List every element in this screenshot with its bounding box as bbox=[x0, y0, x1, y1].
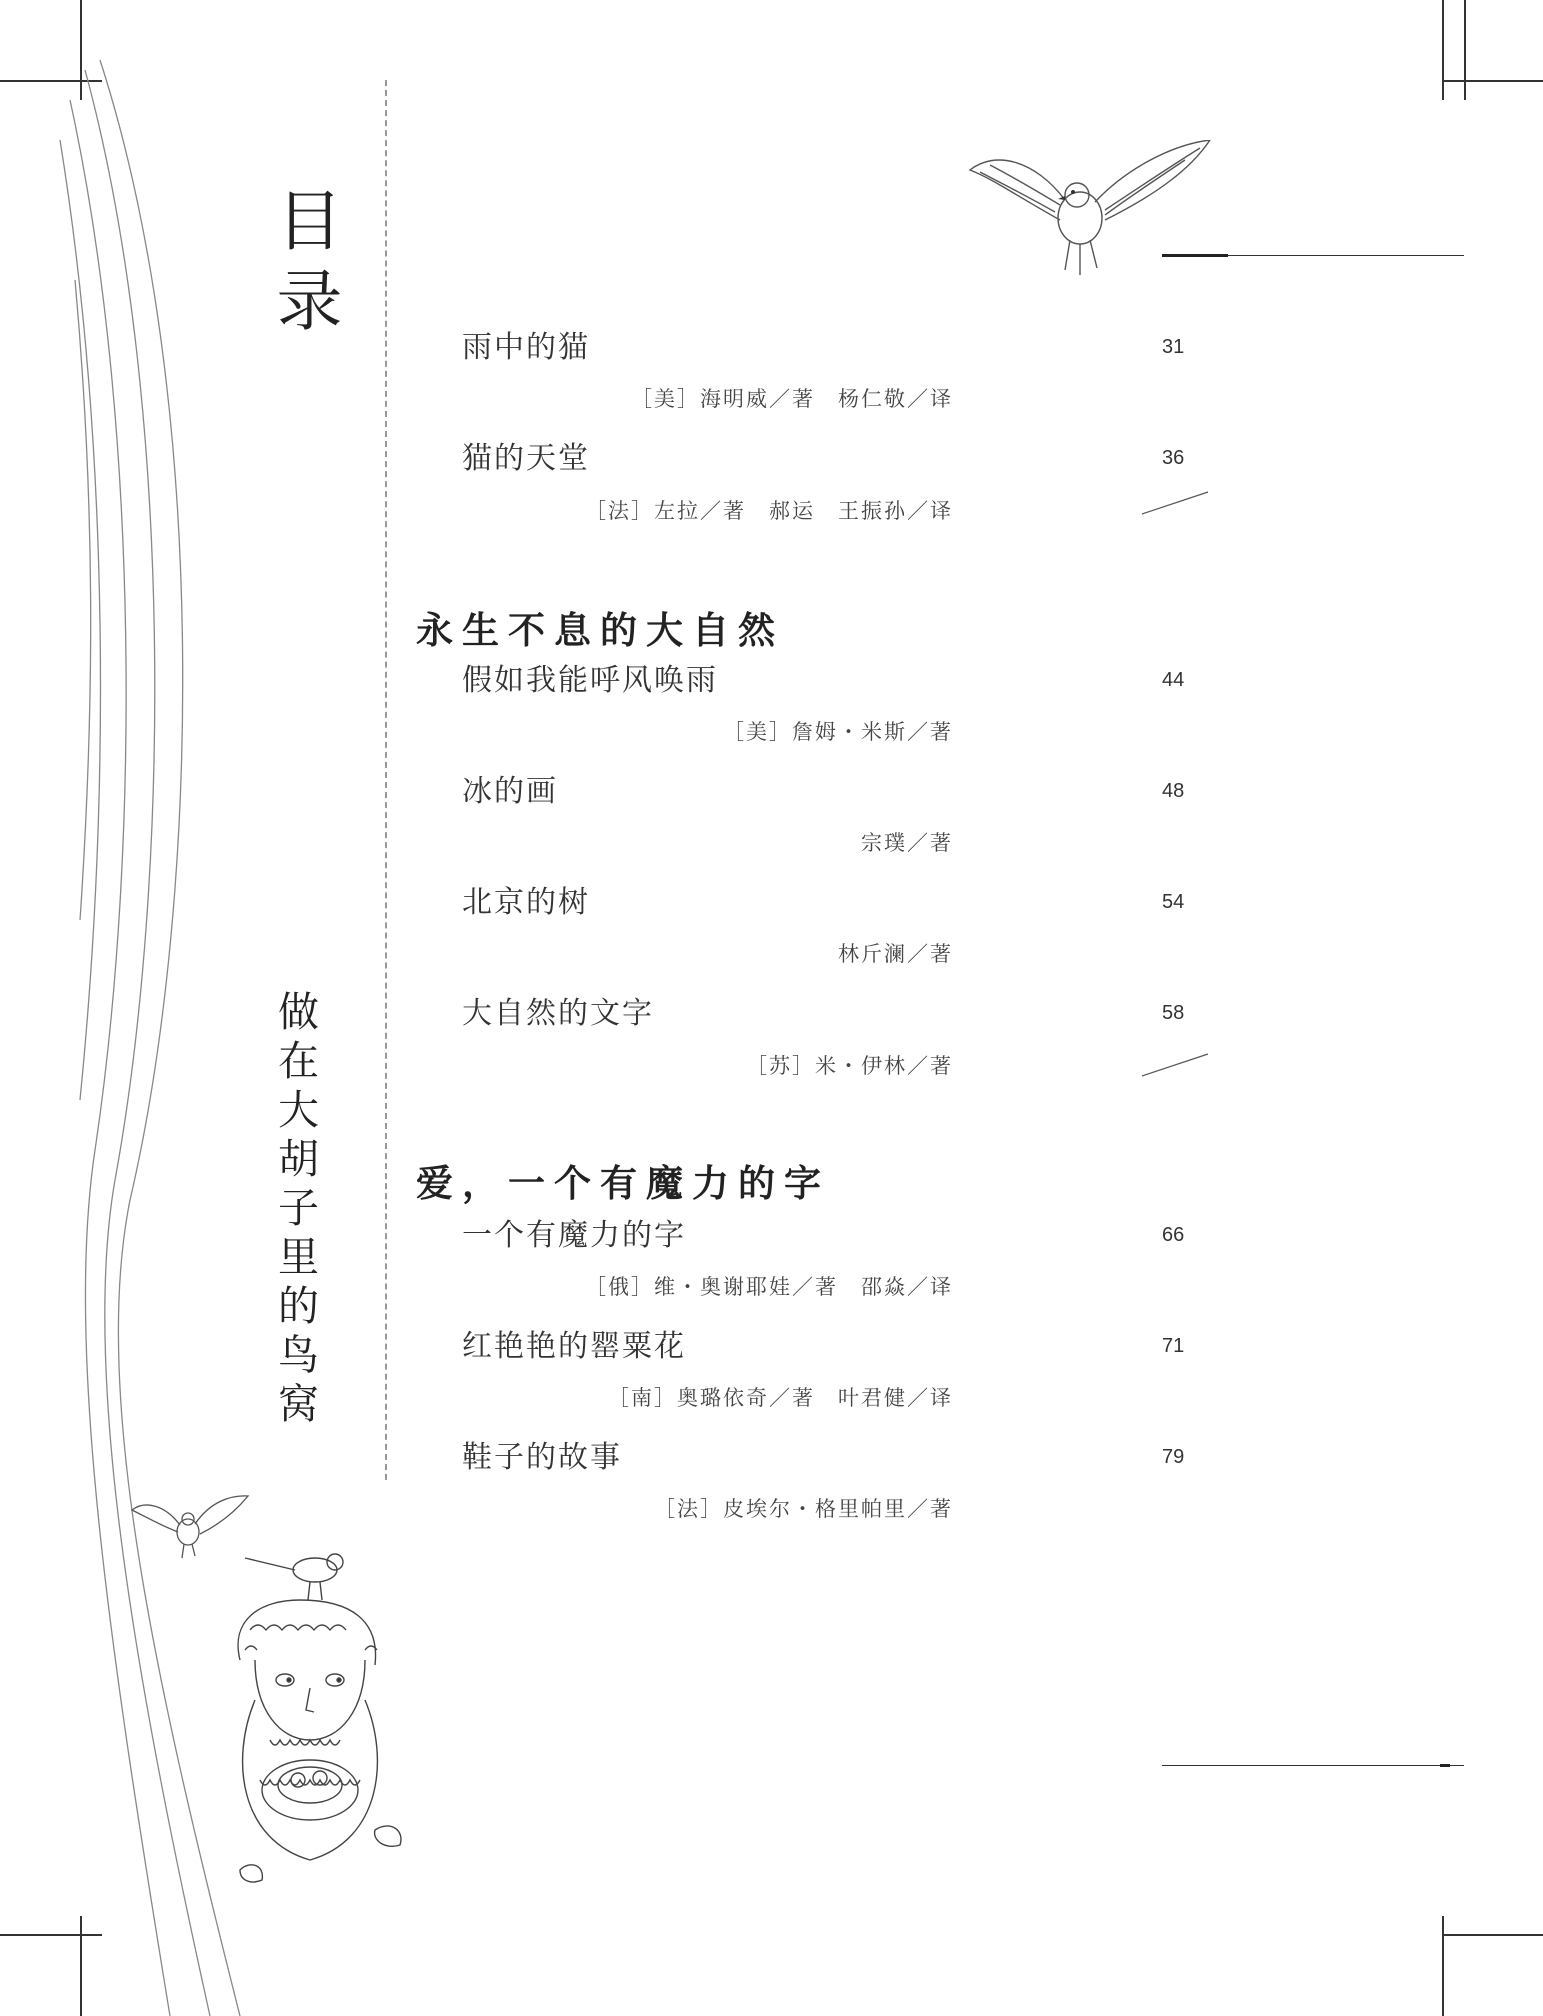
slash-divider-1 bbox=[1140, 488, 1210, 518]
toc-entry-author: 林斤澜／著 bbox=[838, 942, 953, 966]
toc-entry-page[interactable]: 31 bbox=[1162, 336, 1185, 358]
toc-entry-title[interactable]: 猫的天堂 bbox=[462, 441, 590, 476]
section-heading: 爱，一个有魔力的字 bbox=[416, 1161, 830, 1205]
toc-entry-page[interactable]: 48 bbox=[1162, 780, 1185, 802]
slash-divider-2 bbox=[1140, 1050, 1210, 1080]
toc-entry-title[interactable]: 北京的树 bbox=[462, 885, 590, 920]
toc-entry-title[interactable]: 一个有魔力的字 bbox=[462, 1218, 686, 1253]
toc-entry-page[interactable]: 71 bbox=[1162, 1335, 1185, 1357]
toc-entry-page[interactable]: 36 bbox=[1162, 447, 1185, 469]
toc-entry-title[interactable]: 雨中的猫 bbox=[462, 330, 590, 365]
bottom-right-rule-tick bbox=[1440, 1764, 1450, 1767]
toc-entry-author: ［南］奥璐依奇／著 叶君健／译 bbox=[608, 1386, 953, 1410]
crop-mark-bottom-right-v bbox=[1442, 1916, 1444, 2016]
toc-entry-page[interactable]: 44 bbox=[1162, 669, 1185, 691]
bottom-right-rule bbox=[1162, 1765, 1464, 1766]
crop-mark-top-right-v bbox=[1442, 0, 1444, 100]
toc-entry-author: ［美］海明威／著 杨仁敬／译 bbox=[631, 387, 953, 411]
side-title bbox=[268, 990, 321, 1431]
top-right-rule-bold bbox=[1162, 254, 1228, 257]
toc-entry-page[interactable]: 66 bbox=[1162, 1224, 1185, 1246]
toc-entry-title[interactable]: 鞋子的故事 bbox=[462, 1440, 622, 1475]
crop-mark-top-right-v2 bbox=[1464, 0, 1466, 100]
bearded-man-with-nest-icon bbox=[200, 1540, 430, 1920]
toc-entry-title[interactable]: 假如我能呼风唤雨 bbox=[462, 663, 718, 698]
crop-mark-top-right-h bbox=[1442, 80, 1543, 82]
page-title-text: 目录 bbox=[265, 186, 342, 346]
toc-entry-page[interactable]: 79 bbox=[1162, 1446, 1185, 1468]
toc-entry-author: ［苏］米・伊林／著 bbox=[746, 1054, 953, 1078]
toc-entry-title[interactable]: 冰的画 bbox=[462, 774, 558, 809]
toc-entry-page[interactable]: 54 bbox=[1162, 891, 1185, 913]
toc-entry-author: ［法］左拉／著 郝运 王振孙／译 bbox=[585, 499, 953, 523]
toc-entry-author: ［俄］维・奥谢耶娃／著 邵焱／译 bbox=[585, 1275, 953, 1299]
section-heading: 永生不息的大自然 bbox=[416, 608, 784, 652]
toc-entry-title[interactable]: 大自然的文字 bbox=[462, 996, 654, 1031]
page-title bbox=[258, 186, 348, 346]
toc-entry-author: ［美］詹姆・米斯／著 bbox=[723, 720, 953, 744]
side-title-text: 做在大胡子里的鸟窝 bbox=[271, 990, 319, 1431]
toc-entry-page[interactable]: 58 bbox=[1162, 1002, 1185, 1024]
bird-flying-icon bbox=[965, 140, 1215, 280]
toc-entry-author: 宗璞／著 bbox=[861, 831, 953, 855]
toc-entry-title[interactable]: 红艳艳的罂粟花 bbox=[462, 1329, 686, 1364]
dashed-divider bbox=[385, 80, 387, 1480]
toc-entry-author: ［法］皮埃尔・格里帕里／著 bbox=[654, 1497, 953, 1521]
crop-mark-bottom-right-h bbox=[1442, 1934, 1543, 1936]
